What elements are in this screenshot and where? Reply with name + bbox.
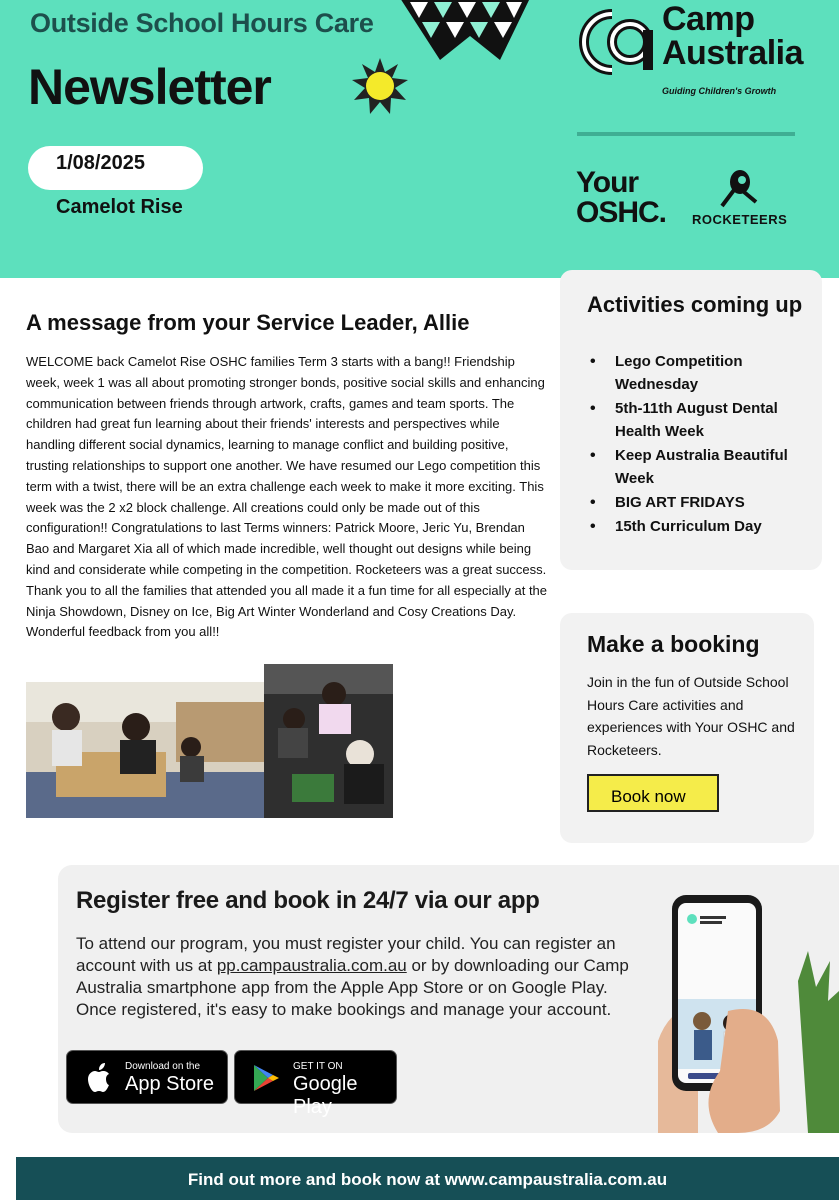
rocketeers-logo: ROCKETEERS bbox=[692, 212, 788, 227]
rocketeers-rocket-icon bbox=[718, 168, 760, 210]
google-play-small-text: GET IT ON bbox=[293, 1061, 343, 1072]
brand-name: Camp Australia bbox=[662, 0, 803, 72]
lego-activity-photo bbox=[26, 682, 264, 818]
phone-in-hand-icon bbox=[658, 891, 839, 1133]
list-item: • 15th Curriculum Day bbox=[587, 515, 812, 538]
app-store-button[interactable] bbox=[66, 1050, 228, 1104]
parent-portal-link[interactable]: pp.campaustralia.com.au bbox=[216, 956, 407, 975]
header-banner bbox=[0, 0, 839, 278]
children-on-floor-image bbox=[264, 664, 393, 818]
app-store-small-text: Download on the bbox=[125, 1061, 201, 1072]
children-at-table-image bbox=[26, 682, 264, 818]
apple-icon bbox=[83, 1061, 117, 1095]
activities-card bbox=[560, 270, 822, 570]
date-badge bbox=[28, 146, 203, 190]
booking-card bbox=[560, 613, 814, 843]
booking-text: Join in the fun of Outside School Hours Care activities and experiences with Your OSHC and Rocketeers. bbox=[587, 674, 795, 758]
book-now-button[interactable]: Book now bbox=[587, 774, 719, 812]
program-title: Outside School Hours Care bbox=[30, 8, 374, 38]
footer-banner bbox=[16, 1157, 839, 1200]
app-register-banner bbox=[58, 865, 839, 1133]
brand-tagline: Guiding Children's Growth bbox=[662, 86, 777, 96]
google-play-button[interactable] bbox=[234, 1050, 397, 1118]
list-item: • Keep Australia Beautiful Week bbox=[587, 444, 812, 490]
app-banner-title: Register free and book in 24/7 via our app bbox=[76, 887, 540, 914]
activities-title: Activities coming up bbox=[587, 292, 803, 317]
footer-text: Find out more and book now at www.campaustralia.com.au bbox=[187, 1170, 668, 1189]
bunting-decoration-icon bbox=[400, 0, 530, 68]
your-oshc-logo: Your OSHC. bbox=[576, 166, 667, 229]
app-banner-text: To attend our program, you must register your child. You can register an account with us at pp.campaustralia.com.au or by downloading our Camp Australia smartphone app from the Apple App Store or on Google Play. Once registered, it's easy to make bookings and manage your account. bbox=[76, 934, 629, 1019]
google-play-big-text: Google Play bbox=[293, 1073, 358, 1118]
google-play-icon bbox=[251, 1063, 281, 1093]
booking-title: Make a booking bbox=[587, 631, 760, 657]
list-item: • Lego Competition Wednesday bbox=[587, 350, 812, 396]
service-location: Camelot Rise bbox=[56, 196, 183, 218]
message-title: A message from your Service Leader, Allie bbox=[26, 310, 470, 335]
newsletter-title: Newsletter bbox=[28, 59, 271, 115]
date-text: 1/08/2025 bbox=[56, 152, 145, 174]
sun-burst-icon bbox=[352, 58, 408, 114]
app-store-big-text: App Store bbox=[125, 1073, 214, 1095]
kids-floor-play-photo bbox=[264, 664, 393, 818]
header-divider bbox=[577, 132, 795, 136]
list-item: • BIG ART FRIDAYS bbox=[587, 491, 812, 514]
activities-list bbox=[587, 350, 812, 539]
message-body: WELCOME back Camelot Rise OSHC families Term 3 starts with a bang!! Friendship week, week 1 was all about promoting stronger bonds, positive social skills and enhancing communication between friends through artwork, crafts, games and team sports. The children had great fun learning about their friends' interests and perspectives while handling different social dynamics, learning to manage conflict and building positive, trusting relationships to support one another. We have resumed our Lego competition this term with a twist, there will be an extra challenge each week to make it more exciting. This week was the 2 x2 block challenge. All creations could only be made out of this configuration!! Congratulations to last Terms winners: Patrick Moore, Jeric Yu, Brendan Bao and Margaret Xia all of which made incredible, well thought out designs while being kind and considerate while competing in the competition. Rocketeers was a great success. Thank you to all the families that attended you all made it a fun time for all especially at the Ninja Showdown, Disney on Ice, Big Art Winter Wonderland and Cosy Creations Day. Wonderful feedback from you all!! bbox=[26, 354, 548, 640]
list-item: • 5th-11th August Dental Health Week bbox=[587, 397, 812, 443]
